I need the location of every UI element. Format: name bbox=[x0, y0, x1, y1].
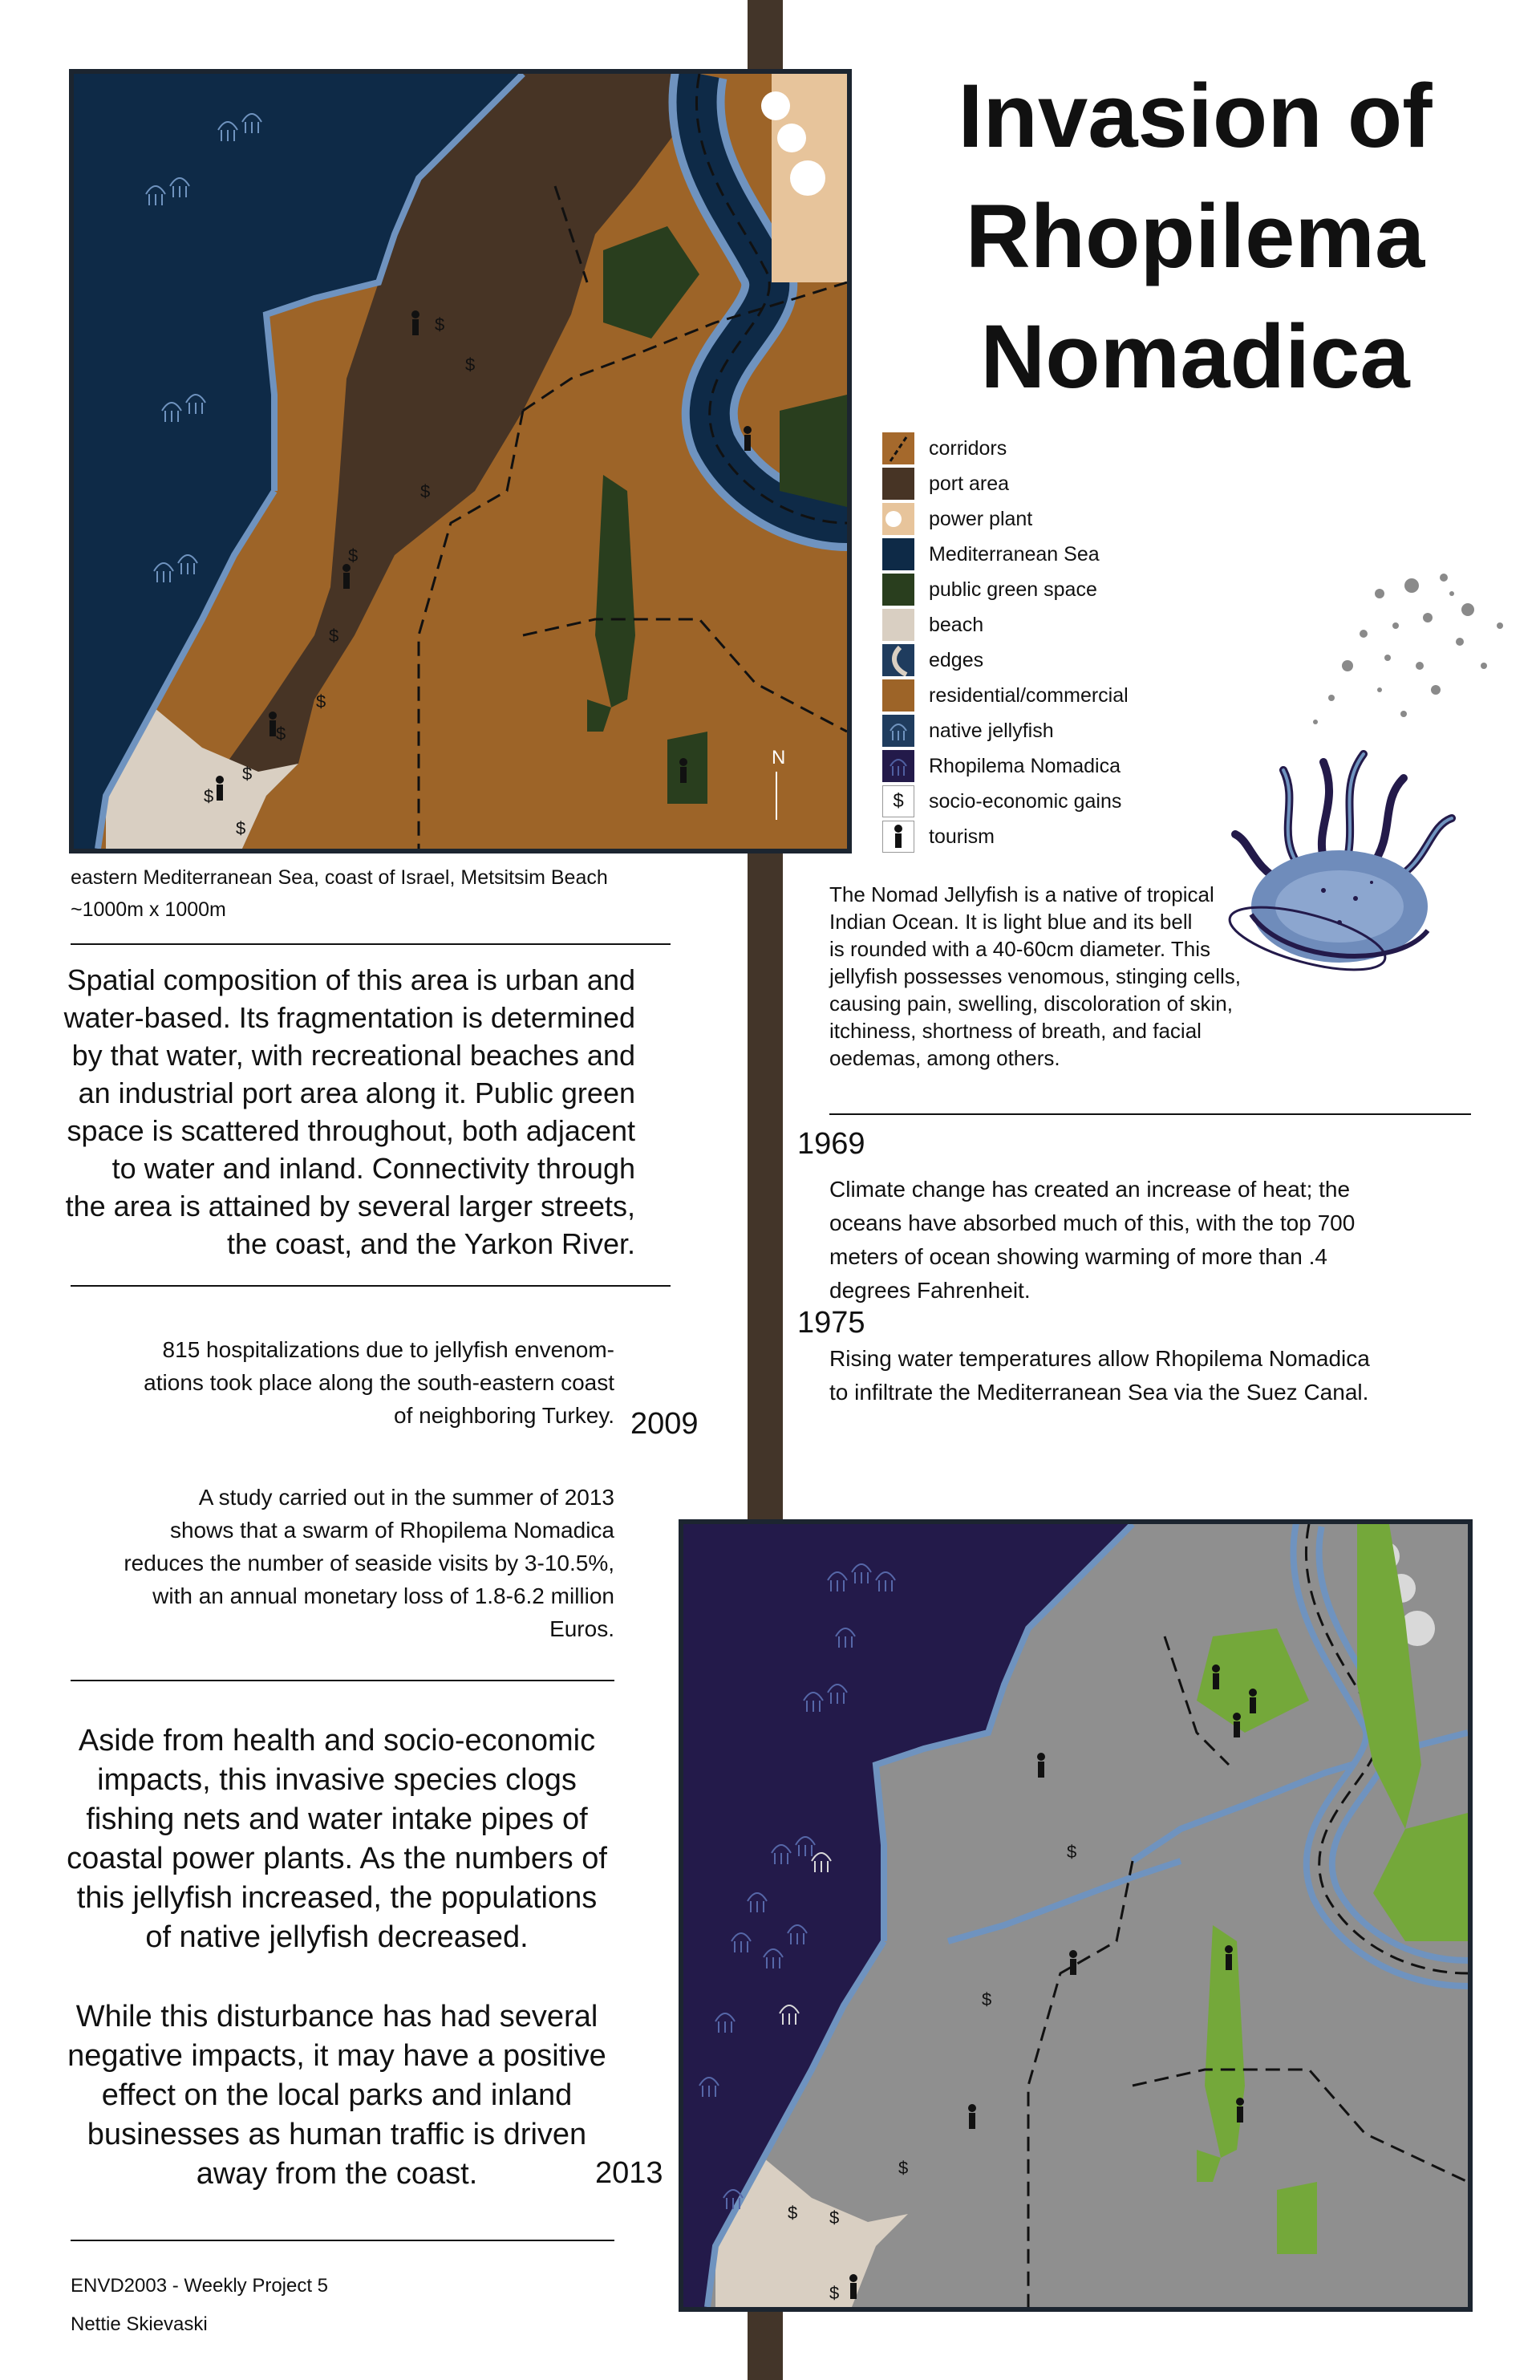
svg-text:$: $ bbox=[276, 724, 286, 744]
legend-item-rhopilema: Rhopilema Nomadica bbox=[882, 748, 1187, 784]
legend-item-tourism: tourism bbox=[882, 819, 1187, 854]
legend-item-gains: $ socio-economic gains bbox=[882, 784, 1187, 819]
event-2013: A study carried out in the summer of 2013 shows that a swarm of Rhopilema Nomadica reduces the number of seaside visits by 3-10.5%, with an annual monetary loss of 1.8-6.2 million Euros. bbox=[124, 1485, 614, 1641]
dashed-line-icon bbox=[882, 432, 914, 464]
ink-splatter bbox=[1299, 562, 1524, 738]
map-2013 bbox=[679, 1519, 1473, 2312]
jellyfish-icon bbox=[882, 715, 914, 747]
port-swatch bbox=[882, 468, 914, 500]
divider bbox=[71, 2240, 614, 2241]
legend-item-residential: residential/commercial bbox=[882, 678, 1187, 713]
title-line-3: Nomadica bbox=[980, 306, 1410, 407]
legend-item-power-plant: power plant bbox=[882, 501, 1187, 537]
divider bbox=[71, 1285, 671, 1287]
residential-swatch bbox=[882, 679, 914, 712]
map-2013-drawing bbox=[683, 1524, 1468, 2307]
course-label: ENVD2003 - Weekly Project 5 bbox=[71, 2275, 329, 2297]
north-label: N bbox=[772, 747, 786, 768]
jellyfish-description: The Nomad Jellyfish is a native of tropical Indian Ocean. It is light blue and its bell is rounded with a 40-60cm diameter. This jellyfish possesses venomous, stinging cells, causing pain, swelling, discoloration of skin, itchiness, shortness of breath, and facial oedemas, among others. bbox=[829, 882, 1242, 1070]
title-line-2: Rhopilema bbox=[965, 186, 1425, 286]
svg-text:$: $ bbox=[465, 355, 476, 375]
svg-text:$: $ bbox=[829, 2208, 840, 2228]
svg-text:$: $ bbox=[236, 818, 246, 838]
map-1969-drawing bbox=[74, 74, 847, 849]
svg-text:$: $ bbox=[242, 764, 253, 784]
svg-text:$: $ bbox=[204, 786, 214, 806]
divider bbox=[829, 1113, 1471, 1115]
beach-swatch bbox=[882, 609, 914, 641]
svg-text:$: $ bbox=[316, 691, 326, 712]
svg-text:$: $ bbox=[1067, 1842, 1077, 1862]
svg-text:$: $ bbox=[982, 1989, 992, 2009]
green-swatch bbox=[882, 574, 914, 606]
svg-text:$: $ bbox=[898, 2158, 909, 2178]
legend-item-edges: edges bbox=[882, 643, 1187, 678]
event-1975: Rising water temperatures allow Rhopilema Nomadica to infiltrate the Mediterranean Sea via the Suez Canal. bbox=[829, 1346, 1370, 1405]
event-2009: 815 hospitalizations due to jellyfish envenom- ations took place along the south-eastern coast of neighboring Turkey. bbox=[144, 1337, 614, 1428]
legend-item-beach: beach bbox=[882, 607, 1187, 643]
svg-text:$: $ bbox=[348, 545, 359, 566]
circle-icon bbox=[882, 503, 914, 535]
legend-item-port: port area bbox=[882, 466, 1187, 501]
divider bbox=[71, 1680, 614, 1681]
legend bbox=[882, 431, 1187, 854]
spatial-paragraph: Spatial composition of this area is urban and water-based. Its fragmentation is determined by that water, with recreational beaches and an industrial port area along it. Public green space is scattered throughout, both adjacent to water and inland. Connectivity through the area is attained by several larger streets, the coast, and the Yarkon River. bbox=[63, 963, 635, 1260]
svg-text:$: $ bbox=[329, 626, 339, 646]
map-1969 bbox=[69, 69, 852, 853]
svg-text:$: $ bbox=[420, 481, 431, 501]
divider bbox=[71, 943, 671, 945]
legend-item-green: public green space bbox=[882, 572, 1187, 607]
year-1975: 1975 bbox=[797, 1306, 865, 1340]
event-1969: Climate change has created an increase of heat; the oceans have absorbed much of this, with the top 700 meters of ocean showing warming of more than .4 degrees Fahrenheit. bbox=[829, 1177, 1356, 1303]
sea-swatch bbox=[882, 538, 914, 570]
svg-text:$: $ bbox=[435, 314, 445, 334]
legend-item-sea: Mediterranean Sea bbox=[882, 537, 1187, 572]
edge-icon bbox=[882, 644, 914, 676]
svg-text:$: $ bbox=[788, 2203, 798, 2223]
title-line-1: Invasion of bbox=[958, 66, 1433, 166]
person-icon bbox=[882, 821, 914, 853]
svg-text:$: $ bbox=[829, 2283, 840, 2303]
impact-paragraph: Aside from health and socio-economic impacts, this invasive species clogs fishing nets and water intake pipes of coastal power plants. As the numbers of this jellyfish increased, the populations of native jellyfish decreased. bbox=[67, 1724, 607, 1954]
poster-title bbox=[922, 56, 1468, 417]
conclusion-paragraph: While this disturbance has had several negative impacts, it may have a positive effect on the local parks and inland businesses as human traffic is driven away from the coast. bbox=[67, 2000, 606, 2191]
legend-item-native-jellyfish: native jellyfish bbox=[882, 713, 1187, 748]
map-caption: eastern Mediterranean Sea, coast of Israel, Metsitsim Beach ~1000m x 1000m bbox=[71, 866, 608, 921]
year-2013: 2013 bbox=[595, 2156, 663, 2190]
legend-item-corridors: corridors bbox=[882, 431, 1187, 466]
year-1969: 1969 bbox=[797, 1127, 865, 1161]
jellyfish-icon bbox=[882, 750, 914, 782]
year-2009: 2009 bbox=[630, 1407, 699, 1441]
author-label: Nettie Skievaski bbox=[71, 2313, 208, 2335]
dollar-icon: $ bbox=[882, 785, 914, 817]
